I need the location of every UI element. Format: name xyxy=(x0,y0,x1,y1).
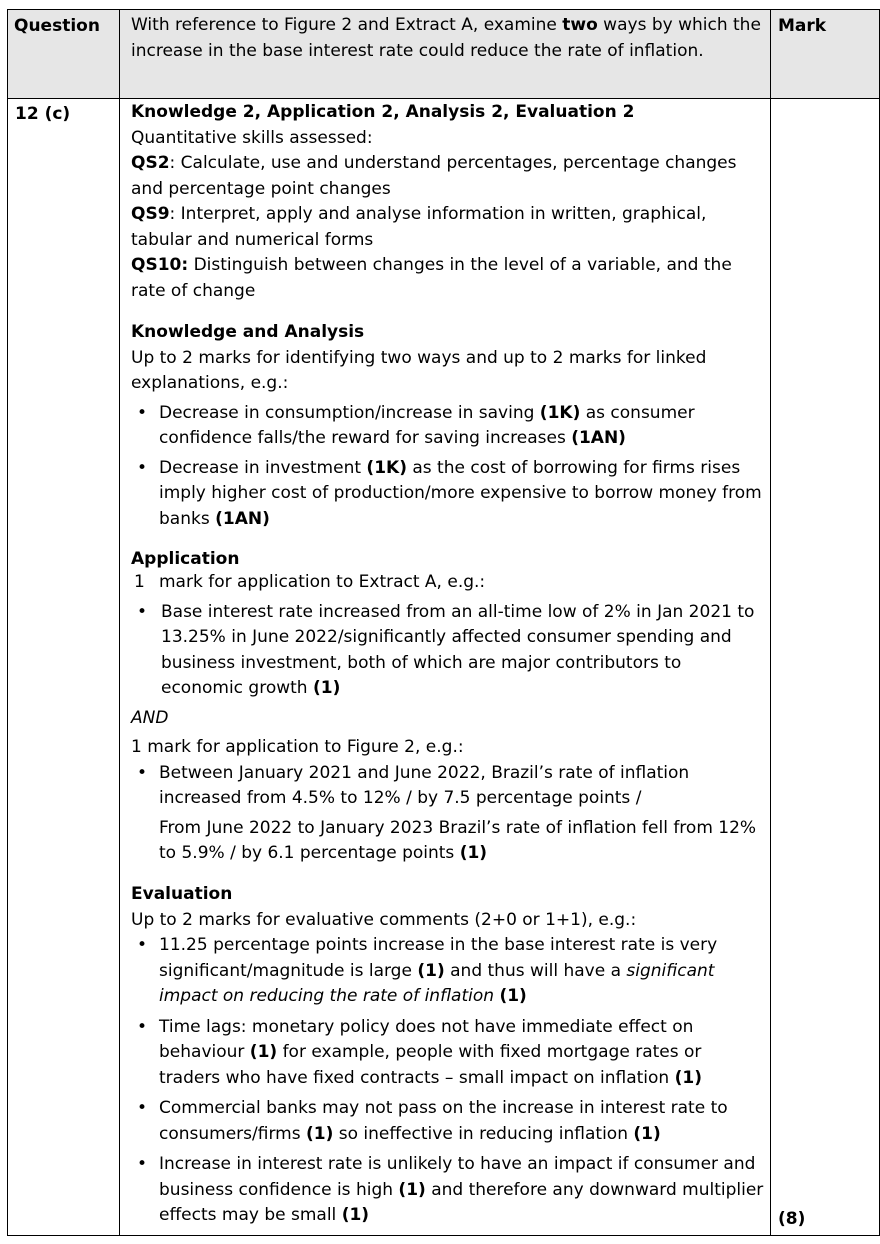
list-item xyxy=(131,1015,764,1092)
text: as consumer confidence falls/the reward for saving increases xyxy=(159,402,695,448)
list-item-continuation xyxy=(131,816,764,867)
mark-code: (1) xyxy=(398,1179,426,1200)
mark-code: (1) xyxy=(417,960,445,981)
text: 11.25 percentage points increase in the base interest rate is very significant/magnitude is large xyxy=(159,935,718,981)
qs-item xyxy=(131,151,764,202)
mark-code: (1) xyxy=(499,986,527,1006)
text: Time lags: monetary policy does not have immediate effect on behaviour xyxy=(159,1016,694,1062)
application-figure-line: 1 mark for application to Figure 2, e.g.: xyxy=(131,737,464,757)
qs-code: QS2 xyxy=(131,153,170,173)
mark-code: (1AN) xyxy=(215,508,270,529)
application-extract-line xyxy=(131,570,764,596)
text: Commercial banks may not pass on the increase in interest rate to consumers/firms xyxy=(159,1098,728,1144)
mark-code: (1) xyxy=(459,843,488,863)
question-text-part: ways by which the increase in the base interest rate could reduce the rate of inflation. xyxy=(131,15,761,61)
answer-row xyxy=(8,99,880,1236)
mark-code: (1) xyxy=(633,1123,661,1144)
mark-guidance xyxy=(120,99,771,1236)
mark-code: (1K) xyxy=(366,457,407,478)
mark-code: (1) xyxy=(305,1123,334,1144)
knowledge-analysis-intro: Up to 2 marks for identifying two ways and up to 2 marks for linked explanations, e.g.: xyxy=(131,347,707,393)
qs-code: QS10: xyxy=(131,255,189,275)
mark-code: (1) xyxy=(312,678,341,698)
text: so ineffective in reducing inflation xyxy=(333,1123,634,1144)
mark-cell xyxy=(771,99,880,1236)
list-item xyxy=(131,761,764,812)
question-header: Question xyxy=(8,10,120,99)
qs-text: Calculate, use and understand percentages, percentage changes and percentage point changes xyxy=(131,153,737,199)
text: as the cost of borrowing for firms rises imply higher cost of production/more expensive to borrow money from banks xyxy=(159,457,762,529)
header-row xyxy=(8,10,880,99)
mark-code: (1) xyxy=(674,1067,702,1088)
text: Between January 2021 and June 2022, Brazil’s rate of inflation increased from 4.5% to 12% / by 7.5 percentage points / xyxy=(159,762,690,808)
list-item xyxy=(131,401,764,452)
knowledge-analysis-list xyxy=(131,401,764,533)
text: From June 2022 to January 2023 Brazil’s rate of inflation fell from 12% to 5.9% / by 6.1 percentage points xyxy=(159,817,757,863)
mark-header: Mark xyxy=(771,10,880,99)
application-title: Application xyxy=(131,549,240,569)
text: and thus will have a xyxy=(444,960,627,981)
question-number: 12 (c) xyxy=(8,99,120,1236)
text: Decrease in investment xyxy=(159,457,367,478)
evaluation-title: Evaluation xyxy=(131,883,233,904)
application-figure-list xyxy=(131,761,764,812)
knowledge-analysis-title: Knowledge and Analysis xyxy=(131,322,365,342)
qs-item xyxy=(131,253,764,304)
list-item xyxy=(131,600,764,702)
mark-total: (8) xyxy=(778,1208,806,1229)
qs-sep: : xyxy=(169,153,181,173)
text: Base interest rate increased from an all-time low of 2% in Jan 2021 to 13.25% in June 2022/significantly affected consumer spending and business investment, both of which are major contributors to economic growth xyxy=(161,601,755,698)
evaluation-list xyxy=(131,933,764,1229)
list-item xyxy=(131,1152,764,1229)
question-text xyxy=(120,10,771,99)
evaluation-intro: Up to 2 marks for evaluative comments (2+0 or 1+1), e.g.: xyxy=(131,909,637,930)
list-item xyxy=(131,1096,764,1147)
qs-item xyxy=(131,202,764,253)
question-text-part: With reference to Figure 2 and Extract A, examine xyxy=(131,15,563,35)
question-text-emphasis: two xyxy=(562,15,598,35)
list-item xyxy=(131,933,764,1010)
mark-code: (1) xyxy=(249,1042,278,1062)
application-extract-list xyxy=(131,600,764,702)
mark-scheme-table xyxy=(7,9,880,1236)
qs-text: Interpret, apply and analyse information in written, graphical, tabular and numerical forms xyxy=(131,204,707,250)
qs-code: QS9 xyxy=(131,204,170,224)
qs-text: Distinguish between changes in the level of a variable, and the rate of change xyxy=(131,255,732,301)
text: mark for application to Extract A, e.g.: xyxy=(159,572,486,592)
list-item xyxy=(131,456,764,533)
text: and therefore any downward multiplier effects may be small xyxy=(159,1179,764,1225)
text: Decrease in consumption/increase in saving xyxy=(159,402,540,423)
emphasis-text: significant impact on reducing the rate of inflation xyxy=(159,960,715,1006)
text: Increase in interest rate is unlikely to have an impact if consumer and business confidence is high xyxy=(159,1154,756,1200)
qs-intro: Quantitative skills assessed: xyxy=(131,127,373,148)
mark-code: (1K) xyxy=(539,402,581,423)
and-label: AND xyxy=(131,707,169,728)
mark-code: (1AN) xyxy=(571,428,626,448)
mark-code: (1) xyxy=(341,1205,370,1225)
qs-sep: : xyxy=(169,204,181,224)
assessment-objectives: Knowledge 2, Application 2, Analysis 2, Evaluation 2 xyxy=(131,102,635,122)
text: for example, people with fixed mortgage rates or traders who have fixed contracts – small impact on inflation xyxy=(159,1042,702,1088)
line-number: 1 xyxy=(134,572,145,592)
